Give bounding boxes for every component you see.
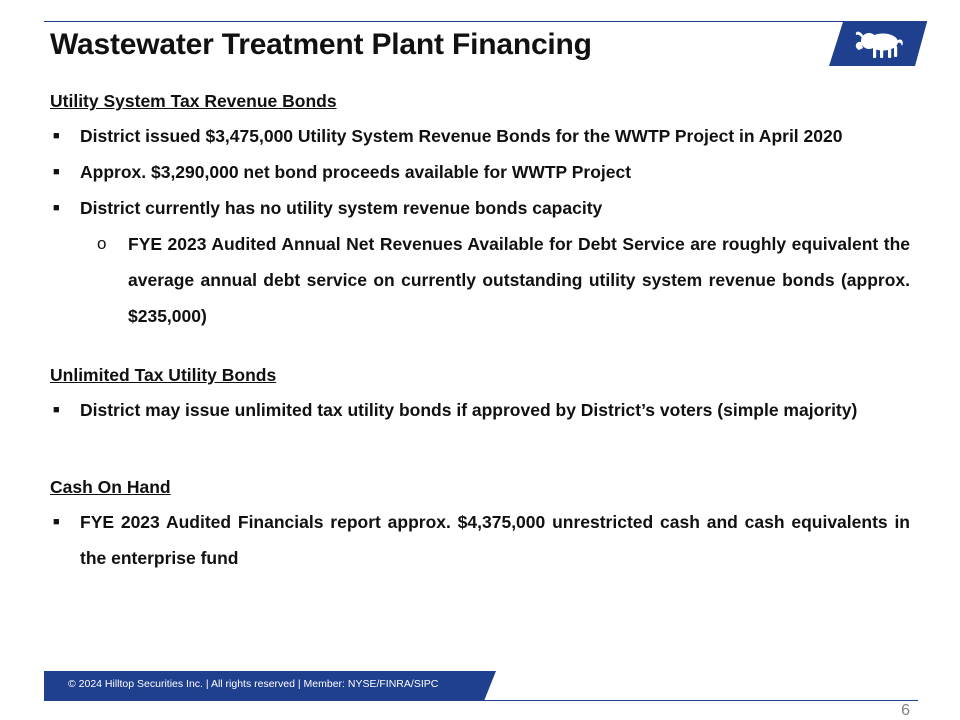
sub-bullet-item: o FYE 2023 Audited Annual Net Revenues Available for Debt Service are roughly equivalent the average annual debt service on currently outstanding utility system revenue bonds (approx. $235,000) xyxy=(50,226,910,334)
bullet-item: ■ District currently has no utility system revenue bonds capacity xyxy=(50,190,910,226)
page-title: Wastewater Treatment Plant Financing xyxy=(50,28,592,61)
page-number: 6 xyxy=(901,702,910,719)
slide-content xyxy=(50,90,910,576)
section-heading-revenue-bonds: Utility System Tax Revenue Bonds xyxy=(50,91,337,111)
section-heading-cash-on-hand: Cash On Hand xyxy=(50,477,171,497)
square-bullet-icon: ■ xyxy=(53,516,60,528)
square-bullet-icon: ■ xyxy=(53,404,60,416)
circle-bullet-icon: o xyxy=(97,234,107,253)
bullet-item: ■ District may issue unlimited tax utility bonds if approved by District’s voters (simple majority) xyxy=(50,392,910,428)
square-bullet-icon: ■ xyxy=(53,130,60,142)
footer-copyright: © 2024 Hilltop Securities Inc. | All rights reserved | Member: NYSE/FINRA/SIPC xyxy=(68,678,439,690)
bullet-item: ■ FYE 2023 Audited Financials report approx. $4,375,000 unrestricted cash and cash equivalents in the enterprise fund xyxy=(50,504,910,576)
top-rule xyxy=(44,21,927,22)
bullet-item: ■ Approx. $3,290,000 net bond proceeds available for WWTP Project xyxy=(50,154,910,190)
bottom-rule xyxy=(44,700,918,701)
square-bullet-icon: ■ xyxy=(53,202,60,214)
bullet-item: ■ District issued $3,475,000 Utility System Revenue Bonds for the WWTP Project in April 2020 xyxy=(50,118,910,154)
square-bullet-icon: ■ xyxy=(53,166,60,178)
buffalo-logo-icon xyxy=(829,22,927,66)
section-heading-unlimited-tax: Unlimited Tax Utility Bonds xyxy=(50,365,277,385)
